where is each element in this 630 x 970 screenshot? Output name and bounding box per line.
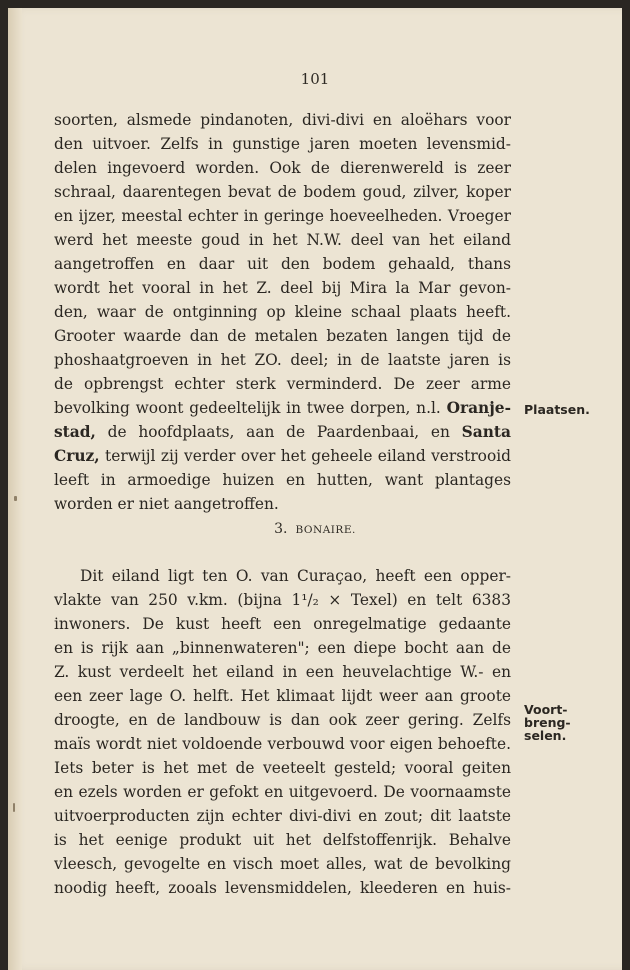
- text-line: werd het meeste goud in het N.W. deel van het eiland: [54, 231, 511, 249]
- text-line: Grooter waarde dan de metalen bezaten langen tijd de: [54, 327, 511, 345]
- paper-speck: [14, 496, 17, 501]
- margin-note-voortbrengselen: [524, 703, 571, 742]
- text-line: vlakte van 250 v.km. (bijna 1¹/₂ × Texel) en telt 6383: [54, 591, 511, 609]
- page-number: 101: [300, 70, 330, 88]
- text-line: phoshaatgroeven in het ZO. deel; in de laatste jaren is: [54, 351, 511, 369]
- text-line: de opbrengst echter sterk verminderd. De zeer arme: [54, 375, 511, 393]
- text-line: worden er niet aangetroffen.: [54, 495, 279, 513]
- place-name-santa: Santa: [461, 423, 511, 441]
- text-line: [54, 446, 511, 466]
- text-line: Z. kust verdeelt het eiland in een heuvelachtige W.- en: [54, 663, 511, 681]
- text-line: wordt het vooral in het Z. deel bij Mira la Mar gevon-: [54, 279, 511, 297]
- text-line: den uitvoer. Zelfs in gunstige jaren moeten levensmid-: [54, 135, 511, 153]
- text-line: aangetroffen en daar uit den bodem gehaald, thans: [54, 255, 511, 273]
- text-line: [54, 398, 511, 418]
- text-run: terwijl zij verder over het geheele eiland verstrooid: [99, 447, 511, 465]
- margin-note-line: selen.: [524, 728, 567, 743]
- text-line: [54, 422, 511, 442]
- section-heading: [8, 521, 622, 537]
- book-page: [8, 8, 622, 970]
- text-line: droogte, en de landbouw is dan ook zeer gering. Zelfs: [54, 711, 511, 729]
- margin-note-line: breng-: [524, 715, 571, 730]
- place-name-oranjestad-end: stad,: [54, 423, 96, 441]
- text-line: Iets beter is het met de veeteelt gesteld; vooral geiten: [54, 759, 511, 777]
- text-line: noodig heeft, zooals levensmiddelen, kleederen en huis-: [54, 879, 511, 897]
- margin-note-line: Voort-: [524, 702, 568, 717]
- text-line: maïs wordt niet voldoende verbouwd voor eigen behoefte.: [54, 735, 511, 753]
- place-name-oranjestad: Oranje-: [446, 399, 511, 417]
- text-line: den, waar de ontginning op kleine schaal plaats heeft.: [54, 303, 511, 321]
- text-line: inwoners. De kust heeft een onregelmatige gedaante: [54, 615, 511, 633]
- text-line: uitvoerproducten zijn echter divi-divi en zout; dit laatste: [54, 807, 511, 825]
- text-line: en ezels worden er gefokt en uitgevoerd. De voornaamste: [54, 783, 511, 801]
- text-line: delen ingevoerd worden. Ook de dierenwereld is zeer: [54, 159, 511, 177]
- text-line: leeft in armoedige huizen en hutten, want plantages: [54, 471, 511, 489]
- text-line: is het eenige produkt uit het delfstoffenrijk. Behalve: [54, 831, 511, 849]
- page-spine-shadow: [8, 8, 22, 970]
- paper-speck: [13, 803, 15, 812]
- text-line: een zeer lage O. helft. Het klimaat lijdt weer aan groote: [54, 687, 511, 705]
- place-name-cruz: Cruz,: [54, 447, 100, 465]
- section-title: BONAIRE.: [295, 524, 356, 536]
- text-line: Dit eiland ligt ten O. van Curaçao, heeft een opper-: [80, 567, 511, 585]
- margin-note-plaatsen: Plaatsen.: [524, 402, 590, 417]
- text-line: en is rijk aan „binnenwateren"; een diepe bocht aan de: [54, 639, 511, 657]
- text-run: bevolking woont gedeeltelijk in twee dorpen, n.l.: [54, 399, 447, 417]
- text-line: soorten, alsmede pindanoten, divi-divi en aloëhars voor: [54, 111, 511, 129]
- text-run: de hoofdplaats, aan de Paardenbaai, en: [95, 423, 462, 441]
- text-line: en ijzer, meestal echter in geringe hoeveelheden. Vroeger: [54, 207, 511, 225]
- text-line: vleesch, gevogelte en visch moet alles, wat de bevolking: [54, 855, 511, 873]
- section-number: 3.: [274, 521, 288, 537]
- text-line: schraal, daarentegen bevat de bodem goud, zilver, koper: [54, 183, 511, 201]
